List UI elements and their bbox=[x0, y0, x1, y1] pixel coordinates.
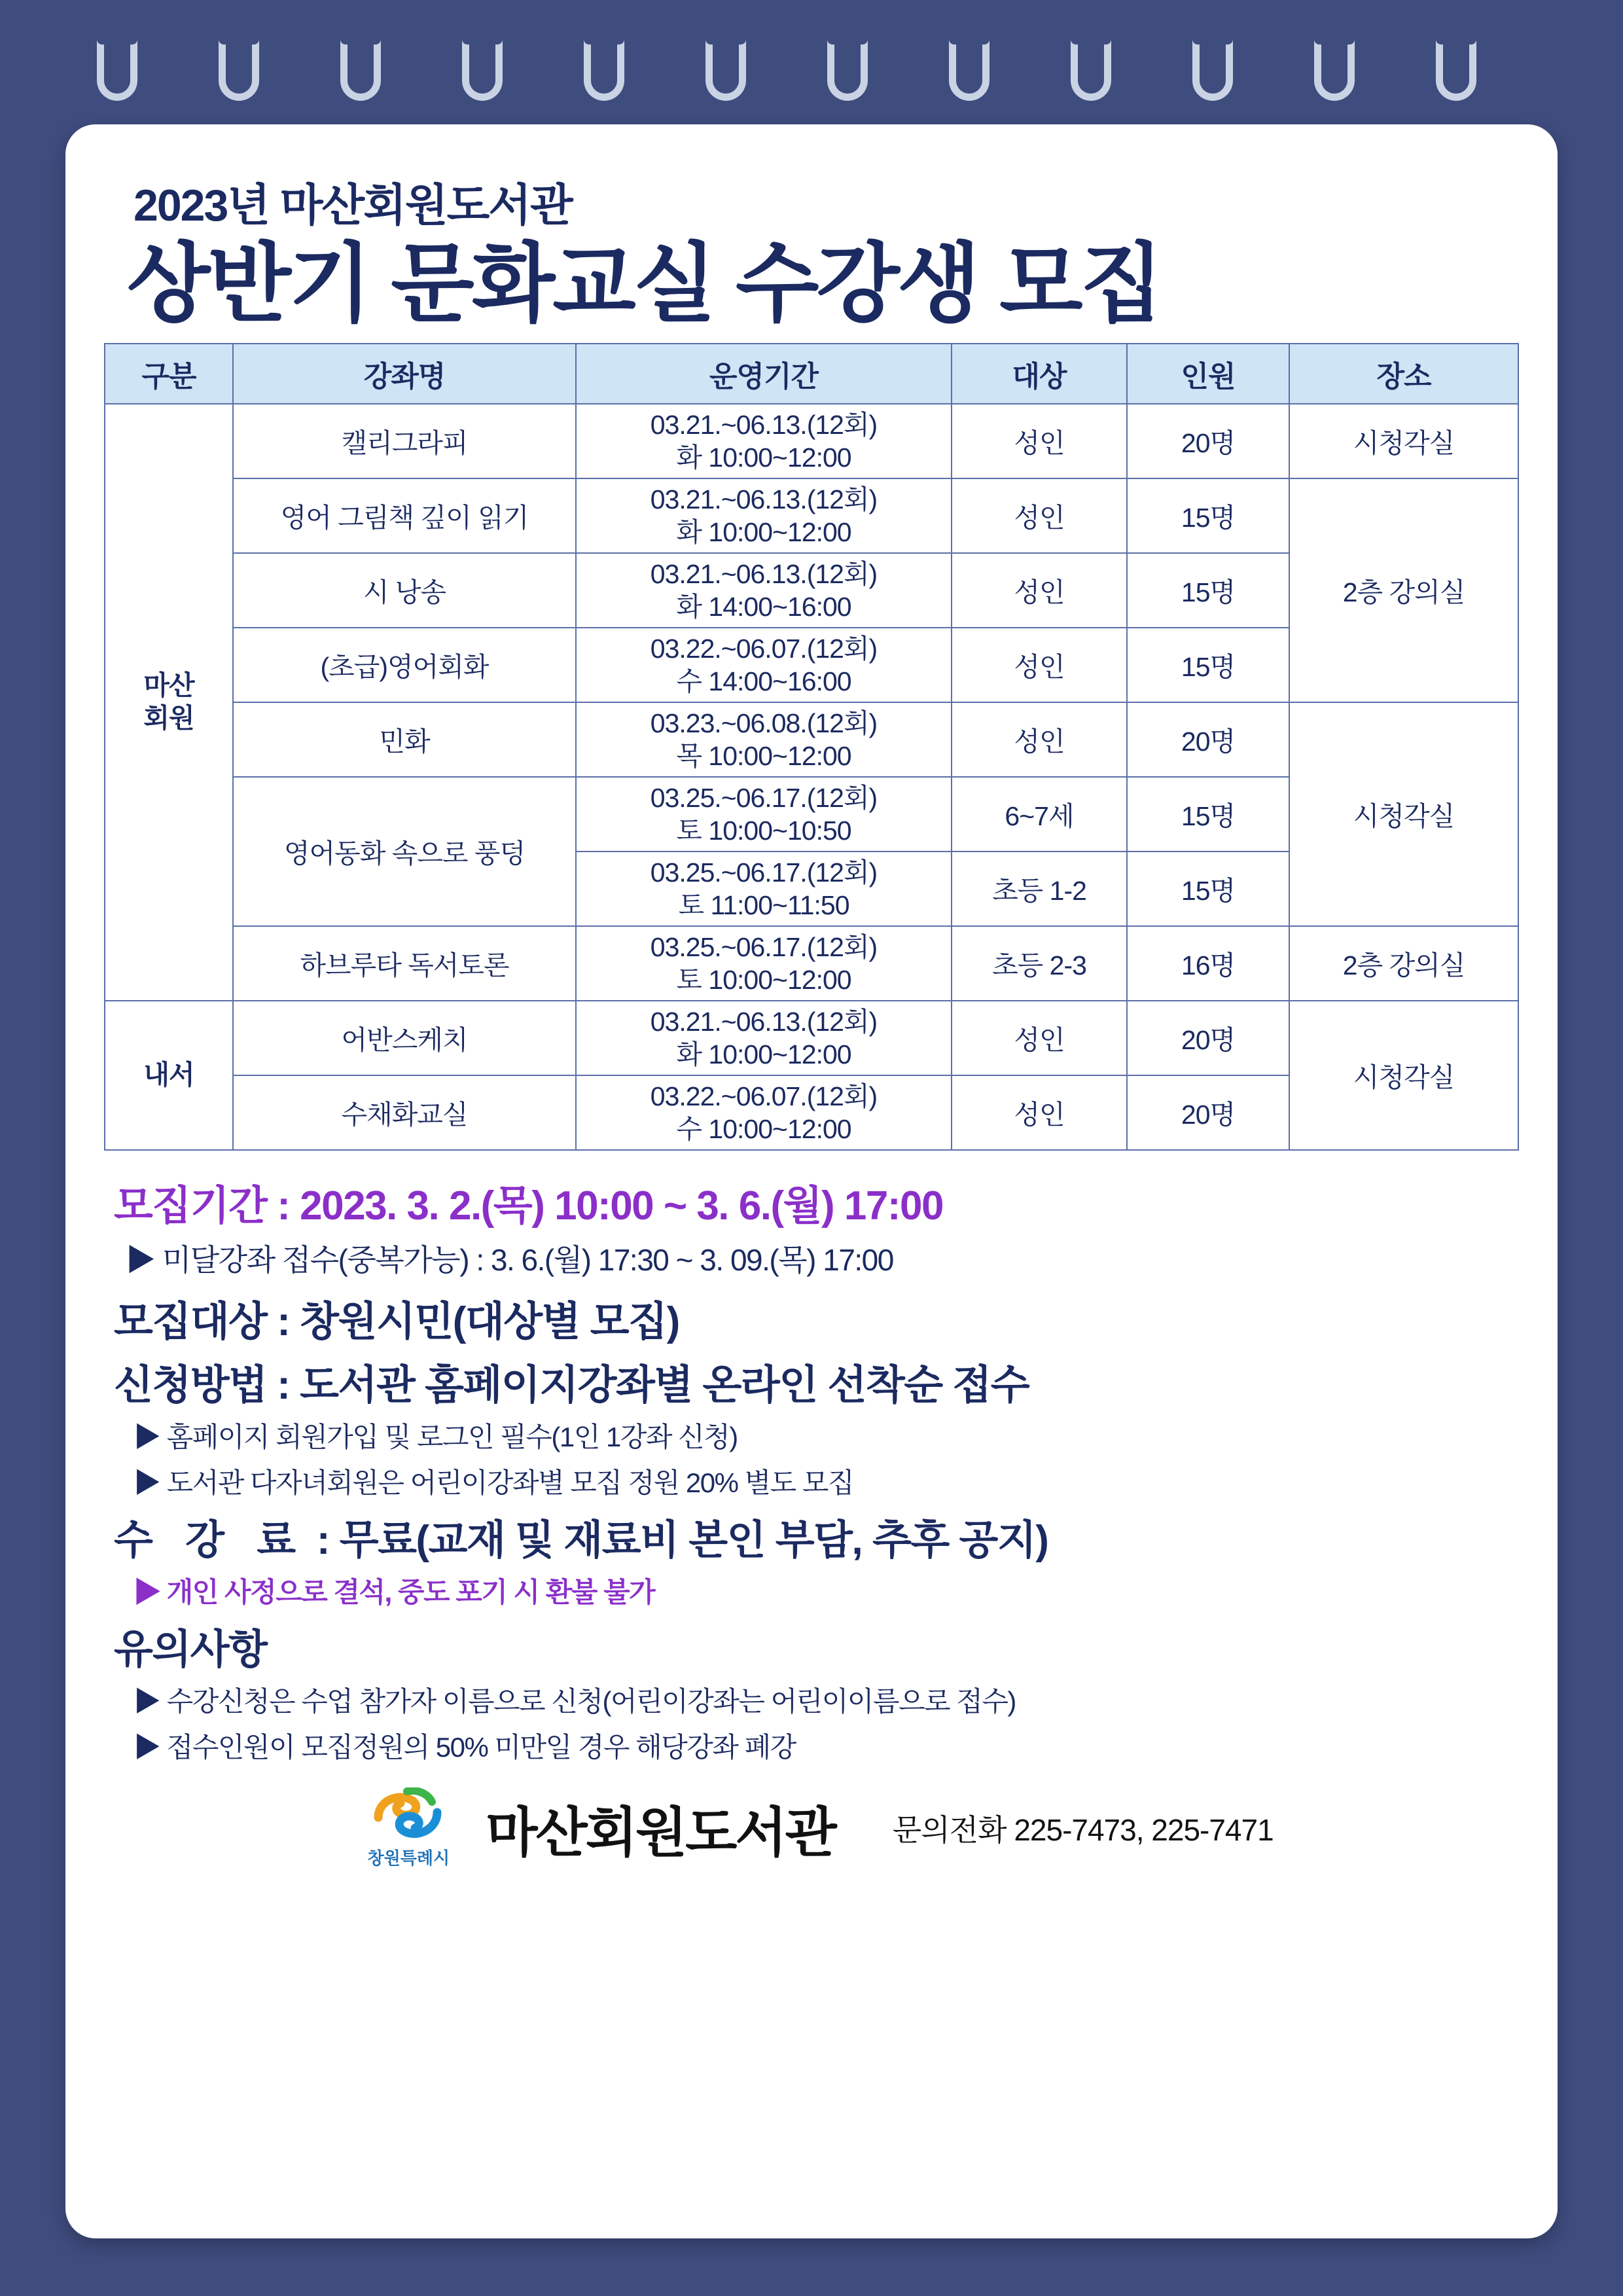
cell-course-name: 수채화교실 bbox=[233, 1075, 576, 1150]
cell-target: 성인 bbox=[952, 1001, 1127, 1075]
cell-course-name: 어반스케치 bbox=[233, 1001, 576, 1075]
cell-course-name: 하브루타 독서토론 bbox=[233, 926, 576, 1001]
spiral-ring bbox=[462, 22, 503, 101]
cell-division: 마산 회원 bbox=[105, 404, 233, 1001]
cell-capacity: 20명 bbox=[1127, 702, 1289, 777]
th-place: 장소 bbox=[1289, 344, 1518, 404]
spiral-ring bbox=[827, 22, 868, 101]
table-row bbox=[105, 404, 1518, 478]
fee-line bbox=[114, 1507, 1520, 1566]
city-logo bbox=[349, 1787, 467, 1869]
recruit-period: 모집기간 : 2023. 3. 2.(목) 10:00 ~ 3. 6.(월) 17:00 bbox=[114, 1183, 943, 1229]
apply-method: 신청방법 : 도서관 홈페이지강좌별 온라인 선착순 접수 bbox=[114, 1362, 1029, 1408]
cell-period: 03.21.~06.13.(12회) 화 10:00~12:00 bbox=[576, 478, 952, 553]
notice-item-2: ▶ 접수인원이 모집정원의 50% 미만일 경우 해당강좌 폐강 bbox=[134, 1731, 796, 1763]
cell-capacity: 20명 bbox=[1127, 1075, 1289, 1150]
apply-note-1: ▶ 홈페이지 회원가입 및 로그인 필수(1인 1강좌 신청) bbox=[134, 1421, 738, 1452]
spiral-ring bbox=[949, 22, 990, 101]
fee-value: : 무료(교재 및 재료비 본인 부담, 추후 공지) bbox=[306, 1517, 1048, 1563]
spiral-ring bbox=[219, 22, 259, 101]
table-row bbox=[105, 702, 1518, 777]
cell-target: 성인 bbox=[952, 553, 1127, 628]
cell-capacity: 20명 bbox=[1127, 1001, 1289, 1075]
th-capacity: 인원 bbox=[1127, 344, 1289, 404]
library-name: 마산회원도서관 bbox=[486, 1803, 835, 1863]
recruit-period-note: ▶ 미달강좌 접수(중복가능) : 3. 6.(월) 17:30 ~ 3. 09.(목) 17:00 bbox=[126, 1242, 893, 1277]
cell-capacity: 20명 bbox=[1127, 404, 1289, 478]
notice-heading: 유의사항 bbox=[114, 1626, 267, 1672]
poster-subtitle: 2023년 마산회원도서관 bbox=[134, 181, 572, 230]
changwon-logo-icon bbox=[372, 1787, 445, 1844]
cell-period: 03.21.~06.13.(12회) 화 10:00~12:00 bbox=[576, 404, 952, 478]
spiral-ring bbox=[1192, 22, 1233, 101]
cell-course-name: 영어 그림책 깊이 읽기 bbox=[233, 478, 576, 553]
poster-title: 상반기 문화교실 수강생 모집 bbox=[127, 236, 1162, 332]
cell-capacity: 16명 bbox=[1127, 926, 1289, 1001]
apply-note-2: ▶ 도서관 다자녀회원은 어린이강좌별 모집 정원 20% 별도 모집 bbox=[134, 1467, 854, 1498]
city-logo-caption: 창원특례시 bbox=[367, 1848, 450, 1868]
table-row bbox=[105, 926, 1518, 1001]
cell-period: 03.21.~06.13.(12회) 화 10:00~12:00 bbox=[576, 1001, 952, 1075]
cell-target: 초등 1-2 bbox=[952, 852, 1127, 926]
spiral-ring bbox=[340, 22, 381, 101]
spiral-ring bbox=[584, 22, 624, 101]
cell-target: 성인 bbox=[952, 404, 1127, 478]
th-course-name: 강좌명 bbox=[233, 344, 576, 404]
spiral-ring bbox=[1436, 22, 1476, 101]
cell-capacity: 15명 bbox=[1127, 553, 1289, 628]
recruit-target: 모집대상 : 창원시민(대상별 모집) bbox=[114, 1299, 679, 1344]
cell-course-name: (초급)영어회화 bbox=[233, 628, 576, 702]
cell-place: 2층 강의실 bbox=[1289, 478, 1518, 702]
contact-phone: 문의전화 225-7473, 225-7471 bbox=[892, 1813, 1274, 1848]
course-table bbox=[104, 343, 1519, 1151]
cell-period: 03.25.~06.17.(12회) 토 10:00~12:00 bbox=[576, 926, 952, 1001]
fee-note: ▶ 개인 사정으로 결석, 중도 포기 시 환불 불가 bbox=[134, 1576, 655, 1607]
cell-division: 내서 bbox=[105, 1001, 233, 1150]
table-row bbox=[105, 478, 1518, 553]
cell-period: 03.22.~06.07.(12회) 수 14:00~16:00 bbox=[576, 628, 952, 702]
cell-place: 시청각실 bbox=[1289, 1001, 1518, 1150]
cell-capacity: 15명 bbox=[1127, 777, 1289, 852]
cell-course-name: 민화 bbox=[233, 702, 576, 777]
cell-period: 03.21.~06.13.(12회) 화 14:00~16:00 bbox=[576, 553, 952, 628]
cell-period: 03.25.~06.17.(12회) 토 11:00~11:50 bbox=[576, 852, 952, 926]
cell-capacity: 15명 bbox=[1127, 628, 1289, 702]
fee-label: 수 강 료 bbox=[114, 1517, 307, 1563]
cell-target: 성인 bbox=[952, 702, 1127, 777]
poster-page bbox=[65, 124, 1558, 2238]
th-target: 대상 bbox=[952, 344, 1127, 404]
spiral-binding bbox=[0, 0, 1623, 137]
cell-target: 성인 bbox=[952, 478, 1127, 553]
th-period: 운영기간 bbox=[576, 344, 952, 404]
cell-place: 2층 강의실 bbox=[1289, 926, 1518, 1001]
table-header-row bbox=[105, 344, 1518, 404]
info-block bbox=[114, 1173, 1520, 1765]
cell-target: 성인 bbox=[952, 628, 1127, 702]
spiral-ring bbox=[1314, 22, 1355, 101]
th-division: 구분 bbox=[105, 344, 233, 404]
cell-capacity: 15명 bbox=[1127, 852, 1289, 926]
cell-course-name: 시 낭송 bbox=[233, 553, 576, 628]
cell-period: 03.22.~06.07.(12회) 수 10:00~12:00 bbox=[576, 1075, 952, 1150]
cell-period: 03.23.~06.08.(12회) 목 10:00~12:00 bbox=[576, 702, 952, 777]
spiral-ring bbox=[705, 22, 746, 101]
cell-target: 초등 2-3 bbox=[952, 926, 1127, 1001]
cell-place: 시청각실 bbox=[1289, 702, 1518, 926]
cell-target: 6~7세 bbox=[952, 777, 1127, 852]
cell-course-name: 캘리그라피 bbox=[233, 404, 576, 478]
cell-capacity: 15명 bbox=[1127, 478, 1289, 553]
spiral-ring bbox=[1071, 22, 1111, 101]
poster-footer bbox=[103, 1787, 1520, 1869]
spiral-ring bbox=[97, 22, 137, 101]
cell-course-name: 영어동화 속으로 풍덩 bbox=[233, 777, 576, 926]
table-row bbox=[105, 1001, 1518, 1075]
cell-place: 시청각실 bbox=[1289, 404, 1518, 478]
notice-item-1: ▶ 수강신청은 수업 참가자 이름으로 신청(어린이강좌는 어린이이름으로 접수) bbox=[134, 1685, 1016, 1717]
cell-target: 성인 bbox=[952, 1075, 1127, 1150]
cell-period: 03.25.~06.17.(12회) 토 10:00~10:50 bbox=[576, 777, 952, 852]
